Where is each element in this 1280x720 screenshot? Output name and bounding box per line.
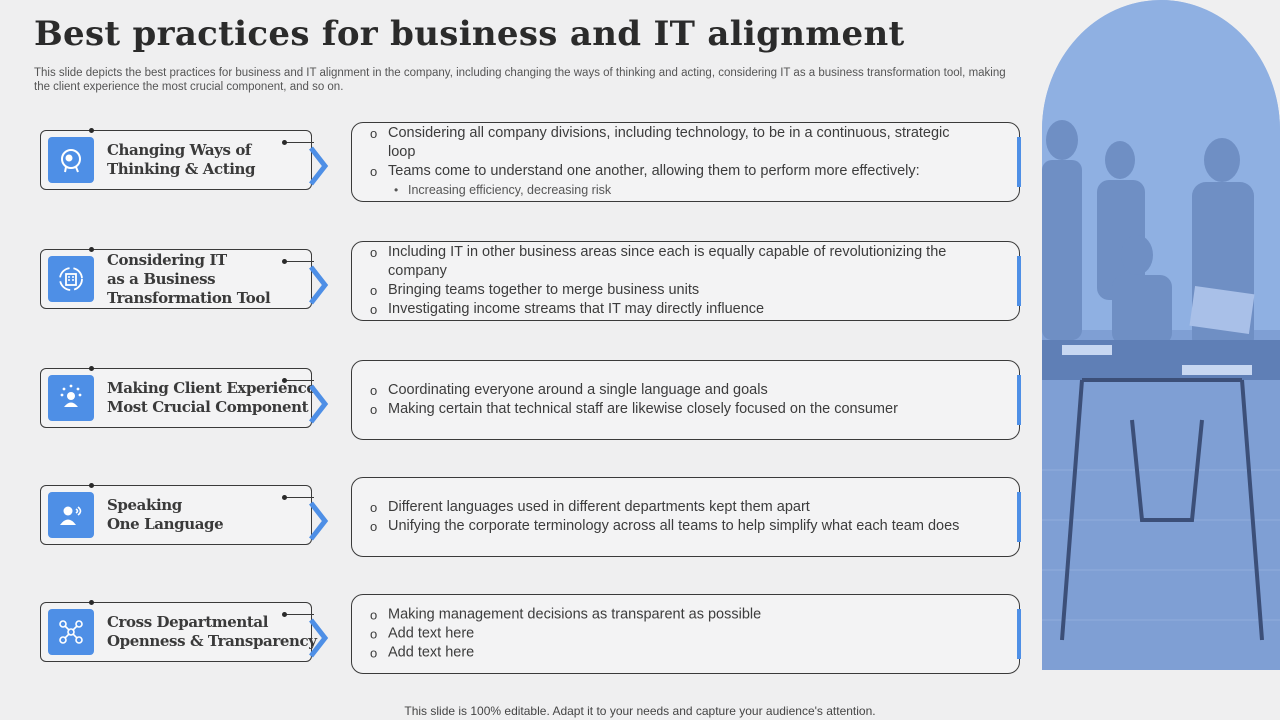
practice-detail-box bbox=[351, 360, 1020, 440]
practice-label: Making Client Experience Most Crucial Component bbox=[107, 379, 316, 416]
bullet-item: o Unifying the corporate terminology across all teams to help simplify what each team does bbox=[370, 517, 979, 536]
sub-bullet-item: • Increasing efficiency, decreasing risk bbox=[370, 181, 979, 200]
bullet-item: o Considering all company divisions, including technology, to be in a continuous, strategic loop bbox=[370, 124, 979, 162]
practice-label: Speaking One Language bbox=[107, 496, 224, 533]
building-cycle-icon bbox=[48, 256, 94, 302]
bullet-item: o Different languages used in different departments kept them apart bbox=[370, 498, 979, 517]
accent-bar bbox=[1017, 609, 1021, 659]
chevron-right-icon bbox=[305, 499, 329, 543]
client-stars-icon bbox=[48, 375, 94, 421]
bullet-item: o Making management decisions as transparent as possible bbox=[370, 606, 979, 625]
chevron-right-icon bbox=[305, 144, 329, 188]
footer-note: This slide is 100% editable. Adapt it to your needs and capture your audience's attention. bbox=[404, 704, 876, 718]
bullet-item: o Add text here bbox=[370, 625, 979, 644]
chevron-right-icon bbox=[305, 382, 329, 426]
page-title: Best practices for business and IT alignment bbox=[34, 14, 905, 54]
accent-bar bbox=[1017, 375, 1021, 425]
bullet-item: o Including IT in other business areas since each is equally capable of revolutionizing the company bbox=[370, 243, 979, 281]
practice-row-4 bbox=[0, 477, 1030, 559]
network-nodes-icon bbox=[48, 609, 94, 655]
bullet-item: o Teams come to understand one another, allowing them to perform more effectively: bbox=[370, 162, 979, 181]
practice-detail-box bbox=[351, 477, 1020, 557]
practice-row-1 bbox=[0, 122, 1030, 204]
practice-row-3 bbox=[0, 360, 1030, 442]
gear-head-icon bbox=[48, 137, 94, 183]
practice-detail-box bbox=[351, 122, 1020, 202]
bullet-item: o Coordinating everyone around a single language and goals bbox=[370, 381, 979, 400]
practice-detail-box bbox=[351, 241, 1020, 321]
practice-label: Cross Departmental Openness & Transparency bbox=[107, 613, 317, 650]
team-meeting-photo bbox=[1042, 0, 1280, 670]
chevron-right-icon bbox=[305, 616, 329, 660]
accent-bar bbox=[1017, 256, 1021, 306]
bullet-item: o Making certain that technical staff are likewise closely focused on the consumer bbox=[370, 400, 979, 419]
practice-detail-box bbox=[351, 594, 1020, 674]
practice-label: Considering IT as a Business Transformation Tool bbox=[107, 250, 271, 307]
speaker-icon bbox=[48, 492, 94, 538]
bullet-item: o Add text here bbox=[370, 644, 979, 663]
bullet-item: o Investigating income streams that IT may directly influence bbox=[370, 300, 979, 319]
practice-row-2 bbox=[0, 241, 1030, 323]
practice-row-5 bbox=[0, 594, 1030, 676]
bullet-item: o Bringing teams together to merge business units bbox=[370, 281, 979, 300]
chevron-right-icon bbox=[305, 263, 329, 307]
page-subtitle: This slide depicts the best practices for business and IT alignment in the company, including changing the ways of thinking and acting, considering IT as a business transformation tool, making the client experience the most crucial component, and so on. bbox=[34, 67, 1006, 93]
accent-bar bbox=[1017, 492, 1021, 542]
accent-bar bbox=[1017, 137, 1021, 187]
practice-label: Changing Ways of Thinking & Acting bbox=[107, 141, 256, 178]
